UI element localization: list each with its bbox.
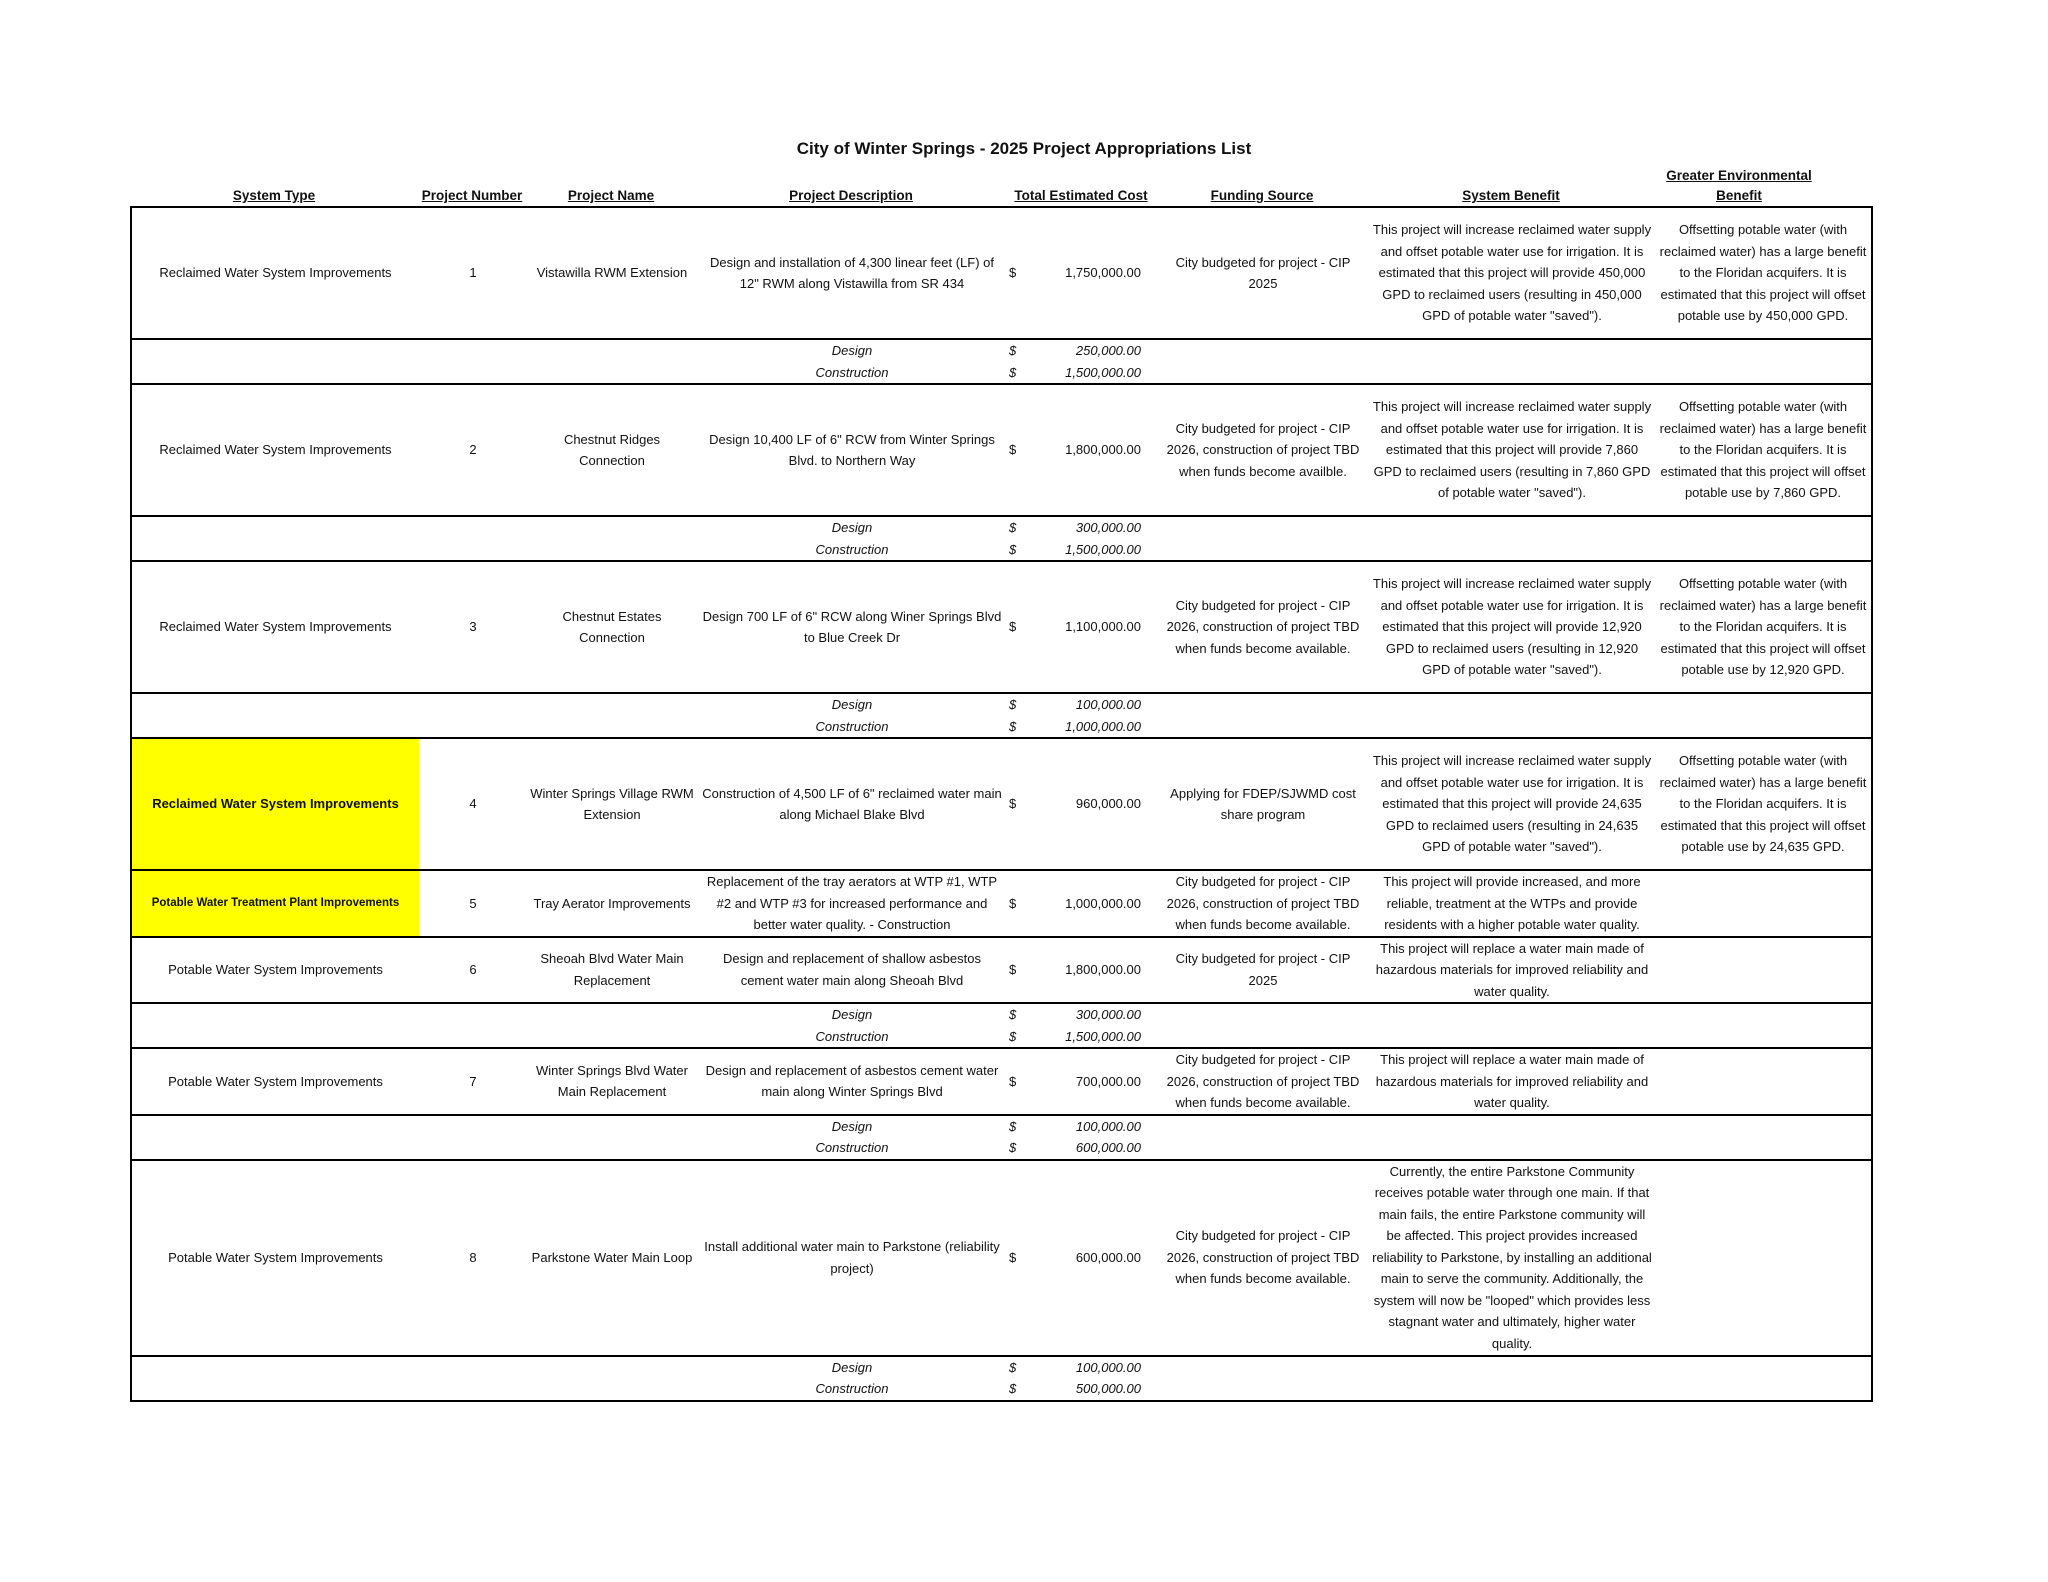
design-cost: 250,000.00 <box>1031 339 1157 362</box>
env-benefit-cell: Offsetting potable water (with reclaimed water) has a large benefit to the Floridan acquifers. It is estimated that this project will offset potable use by 24,635 GPD. <box>1655 738 1872 870</box>
system-type-cell: Reclaimed Water System Improvements <box>159 265 392 281</box>
construction-row <box>131 362 1872 385</box>
design-label: Design <box>697 1356 1007 1379</box>
project-name-cell: Parkstone Water Main Loop <box>527 1160 697 1356</box>
currency-cell: $ <box>1007 384 1031 516</box>
project-number-cell: 4 <box>419 738 527 870</box>
project-name-cell: Tray Aerator Improvements <box>527 870 697 937</box>
env-benefit-cell <box>1655 1048 1872 1115</box>
funding-source-cell: City budgeted for project - CIP 2025 <box>1175 254 1351 291</box>
construction-cost: 1,500,000.00 <box>1065 1028 1141 1044</box>
design-currency: $ <box>1007 339 1031 362</box>
system-type-cell: Reclaimed Water System Improvements <box>131 384 419 516</box>
project-number-cell: 7 <box>419 1048 527 1115</box>
construction-label: Construction <box>815 1140 889 1155</box>
table-row <box>131 870 1872 937</box>
column-header-row <box>130 166 1871 206</box>
currency-cell: $ <box>1007 561 1031 693</box>
system-type-cell: Potable Water System Improvements <box>131 937 419 1004</box>
header-system-benefit: System Benefit <box>1462 188 1560 203</box>
design-row <box>131 1115 1872 1138</box>
project-description-cell: Install additional water main to Parkstone (reliability project) <box>697 1160 1007 1356</box>
project-description-cell: Design 700 LF of 6" RCW along Winer Springs Blvd to Blue Creek Dr <box>697 561 1007 693</box>
env-benefit-cell <box>1655 870 1872 937</box>
system-type-cell: Reclaimed Water System Improvements <box>131 561 419 693</box>
project-name-cell: Chestnut Ridges Connection <box>527 384 697 516</box>
table-row <box>131 738 1872 870</box>
design-label: Design <box>697 693 1007 716</box>
design-currency: $ <box>1007 516 1031 539</box>
design-row <box>131 339 1872 362</box>
construction-label: Construction <box>815 1028 889 1044</box>
construction-currency: $ <box>1009 1381 1017 1396</box>
total-cost-cell: 960,000.00 <box>1031 738 1157 870</box>
project-name-cell: Chestnut Estates Connection <box>527 561 697 693</box>
design-label: Design <box>697 516 1007 539</box>
funding-source-cell: City budgeted for project - CIP 2026, construction of project TBD when funds become available. <box>1157 561 1369 693</box>
construction-row <box>131 716 1872 739</box>
system-type-cell: Potable Water System Improvements <box>131 1160 419 1356</box>
system-benefit-cell: This project will increase reclaimed water supply and offset potable water use for irrigation. It is estimated that this project will provide 24,635 GPD to reclaimed users (resulting in 24,635 GPD of potable water "saved"). <box>1369 738 1655 870</box>
system-benefit-cell: This project will replace a water main made of hazardous materials for improved reliability and water quality. <box>1369 937 1655 1004</box>
funding-source-cell: Applying for FDEP/SJWMD cost share program <box>1157 738 1369 870</box>
funding-source-cell: City budgeted for project - CIP 2026, construction of project TBD when funds become available. <box>1157 870 1369 937</box>
table-row <box>131 561 1872 693</box>
funding-source-cell: City budgeted for project - CIP 2026, construction of project TBD when funds become available. <box>1157 1048 1369 1115</box>
system-benefit-cell: This project will increase reclaimed water supply and offset potable water use for irrigation. It is estimated that this project will provide 12,920 GPD to reclaimed users (resulting in 12,920 GPD of potable water "saved"). <box>1369 561 1655 693</box>
system-benefit-cell: This project will increase reclaimed water supply and offset potable water use for irrigation. It is estimated that this project will provide 450,000 GPD to reclaimed users (resulting in 450,000 GPD of potable water "saved"). <box>1372 222 1652 324</box>
design-currency: $ <box>1007 1115 1031 1138</box>
project-name-cell: Winter Springs Blvd Water Main Replacement <box>527 1048 697 1115</box>
funding-source-cell: City budgeted for project - CIP 2026, construction of project TBD when funds become availble. <box>1157 384 1369 516</box>
header-funding-source: Funding Source <box>1210 188 1314 203</box>
currency-cell: $ <box>1007 870 1031 937</box>
system-benefit-cell: Currently, the entire Parkstone Community receives potable water through one main. If that main fails, the entire Parkstone community will be affected. This project provides increased reliability to Parkstone, by installing an additional main to serve the community. Additionally, the system will now be "looped" which provides less stagnant water and ultimately, higher water quality. <box>1369 1160 1655 1356</box>
header-project-name: Project Name <box>567 188 655 203</box>
currency-cell: $ <box>1007 738 1031 870</box>
design-row <box>131 516 1872 539</box>
header-project-number: Project Number <box>421 188 523 203</box>
construction-cost: 500,000.00 <box>1075 1381 1141 1396</box>
header-environmental-benefit: Greater Environmental Benefit <box>1666 168 1812 203</box>
page-title: City of Winter Springs - 2025 Project Appropriations List <box>796 139 1252 158</box>
currency-cell: $ <box>1007 1048 1031 1115</box>
project-number-cell: 8 <box>419 1160 527 1356</box>
construction-row <box>131 1137 1872 1160</box>
total-cost-cell: 1,750,000.00 <box>1065 265 1141 281</box>
project-number-cell: 5 <box>419 870 527 937</box>
project-name-cell: Vistawilla RWM Extension <box>536 265 688 281</box>
construction-cost: 1,000,000.00 <box>1065 718 1141 734</box>
project-number-cell: 2 <box>419 384 527 516</box>
design-cost: 100,000.00 <box>1031 1356 1157 1379</box>
project-description-cell: Design and installation of 4,300 linear feet (LF) of 12" RWM along Vistawilla from SR 434 <box>709 254 994 291</box>
design-currency: $ <box>1007 1356 1031 1379</box>
construction-label: Construction <box>815 1381 889 1396</box>
design-currency: $ <box>1007 693 1031 716</box>
table-row <box>131 1048 1872 1115</box>
project-name-cell: Sheoah Blvd Water Main Replacement <box>527 937 697 1004</box>
construction-cost: 1,500,000.00 <box>1065 541 1141 557</box>
construction-currency: $ <box>1009 541 1017 557</box>
project-number-cell: 1 <box>469 265 477 281</box>
design-row <box>131 1003 1872 1026</box>
currency-cell: $ <box>1009 265 1017 281</box>
construction-row <box>131 1378 1872 1401</box>
total-cost-cell: 700,000.00 <box>1031 1048 1157 1115</box>
project-description-cell: Replacement of the tray aerators at WTP #1, WTP #2 and WTP #3 for increased performance and better water quality. - Construction <box>697 870 1007 937</box>
system-type-cell: Potable Water Treatment Plant Improvements <box>131 870 419 937</box>
project-description-cell: Design and replacement of asbestos cement water main along Winter Springs Blvd <box>697 1048 1007 1115</box>
construction-row <box>131 1026 1872 1049</box>
design-cost: 300,000.00 <box>1031 1003 1157 1026</box>
construction-currency: $ <box>1009 364 1017 380</box>
total-cost-cell: 1,100,000.00 <box>1031 561 1157 693</box>
design-currency: $ <box>1007 1003 1031 1026</box>
construction-cost: 600,000.00 <box>1075 1140 1141 1155</box>
design-cost: 100,000.00 <box>1031 693 1157 716</box>
total-cost-cell: 1,800,000.00 <box>1031 937 1157 1004</box>
project-description-cell: Design and replacement of shallow asbestos cement water main along Sheoah Blvd <box>697 937 1007 1004</box>
system-benefit-cell: This project will increase reclaimed water supply and offset potable water use for irrigation. It is estimated that this project will provide 7,860 GPD to reclaimed users (resulting in 7,860 GPD of potable water "saved"). <box>1369 384 1655 516</box>
system-type-cell: Reclaimed Water System Improvements <box>131 738 419 870</box>
table-row <box>131 1160 1872 1356</box>
project-number-cell: 3 <box>419 561 527 693</box>
system-type-cell: Potable Water System Improvements <box>131 1048 419 1115</box>
construction-row <box>131 539 1872 562</box>
env-benefit-cell: Offsetting potable water (with reclaimed water) has a large benefit to the Floridan acquifers. It is estimated that this project will offset potable use by 450,000 GPD. <box>1659 222 1867 324</box>
header-total-estimated-cost: Total Estimated Cost <box>1014 188 1148 203</box>
currency-cell: $ <box>1007 1160 1031 1356</box>
total-cost-cell: 1,000,000.00 <box>1031 870 1157 937</box>
env-benefit-cell <box>1655 1160 1872 1356</box>
design-label: Design <box>697 1003 1007 1026</box>
funding-source-cell: City budgeted for project - CIP 2026, construction of project TBD when funds become available. <box>1157 1160 1369 1356</box>
construction-label: Construction <box>815 364 889 380</box>
design-label: Design <box>697 339 1007 362</box>
project-number-cell: 6 <box>419 937 527 1004</box>
table-row <box>131 207 1872 339</box>
design-cost: 100,000.00 <box>1031 1115 1157 1138</box>
project-description-cell: Design 10,400 LF of 6" RCW from Winter Springs Blvd. to Northern Way <box>697 384 1007 516</box>
system-benefit-cell: This project will provide increased, and more reliable, treatment at the WTPs and provide residents with a higher potable water quality. <box>1369 870 1655 937</box>
env-benefit-cell <box>1655 937 1872 1004</box>
table-row <box>131 384 1872 516</box>
total-cost-cell: 1,800,000.00 <box>1031 384 1157 516</box>
construction-label: Construction <box>815 718 889 734</box>
construction-currency: $ <box>1009 1140 1017 1155</box>
construction-cost: 1,500,000.00 <box>1065 364 1141 380</box>
project-name-cell: Winter Springs Village RWM Extension <box>527 738 697 870</box>
header-system-type: System Type <box>232 188 316 203</box>
currency-cell: $ <box>1007 937 1031 1004</box>
table-row <box>131 937 1872 1004</box>
design-label: Design <box>697 1115 1007 1138</box>
funding-source-cell: City budgeted for project - CIP 2025 <box>1157 937 1369 1004</box>
header-project-description: Project Description <box>789 188 913 203</box>
env-benefit-cell: Offsetting potable water (with reclaimed water) has a large benefit to the Floridan acquifers. It is estimated that this project will offset potable use by 12,920 GPD. <box>1655 561 1872 693</box>
design-row <box>131 1356 1872 1379</box>
total-cost-cell: 600,000.00 <box>1031 1160 1157 1356</box>
env-benefit-cell: Offsetting potable water (with reclaimed water) has a large benefit to the Floridan acquifers. It is estimated that this project will offset potable use by 7,860 GPD. <box>1655 384 1872 516</box>
project-description-cell: Construction of 4,500 LF of 6" reclaimed water main along Michael Blake Blvd <box>697 738 1007 870</box>
construction-currency: $ <box>1009 718 1017 734</box>
construction-label: Construction <box>815 541 889 557</box>
appropriations-table <box>130 206 1873 1402</box>
construction-currency: $ <box>1009 1028 1017 1044</box>
design-row <box>131 693 1872 716</box>
design-cost: 300,000.00 <box>1031 516 1157 539</box>
system-benefit-cell: This project will replace a water main made of hazardous materials for improved reliability and water quality. <box>1369 1048 1655 1115</box>
